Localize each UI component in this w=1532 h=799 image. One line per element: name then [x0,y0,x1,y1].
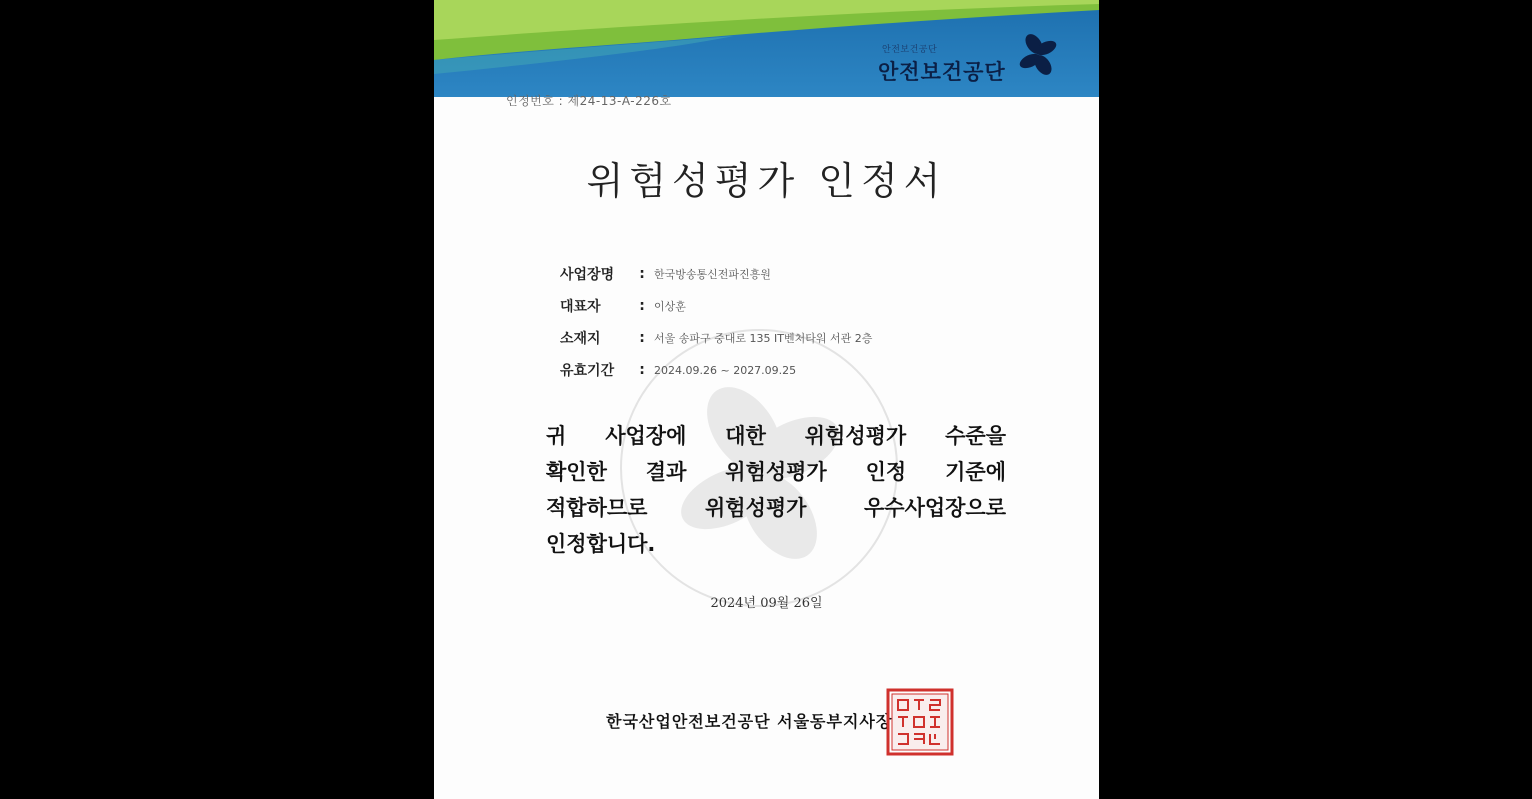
field-label: 사업장명 [560,267,615,283]
statement-line: 적합하므로 위험성평가 우수사업장으로 [546,496,1006,520]
field-validity-period [560,354,872,386]
field-label: 대표자 [560,299,601,315]
info-fields [560,258,872,386]
field-colon: : [639,298,645,314]
field-colon: : [639,362,645,378]
issuer-name: 한국산업안전보건공단 서울동부지사장 [606,712,893,731]
issue-date: 2024년 09월 26일 [710,596,823,611]
certificate-page [434,0,1099,799]
field-value: 서울 송파구 중대로 135 IT벤처타워 서관 2층 [654,332,873,345]
field-label: 유효기간 [560,363,615,379]
statement-line: 확인한 결과 위험성평가 인정 기준에 [546,460,1006,484]
kosha-logo-icon [1012,28,1064,80]
field-location [560,322,872,354]
org-name: 안전보건공단 [878,60,1006,84]
statement-line: 귀 사업장에 대한 위험성평가 수준을 [546,424,1006,448]
field-value: 이상훈 [654,300,686,313]
certificate-number: 인정번호 : 제24-13-A-226호 [506,94,672,108]
field-business-name [560,258,872,290]
field-label: 소재지 [560,331,601,347]
certification-statement [546,418,1006,562]
certificate-title: 위험성평가 인정서 [586,159,947,203]
official-seal-icon [886,688,954,756]
field-value: 2024.09.26 ~ 2027.09.25 [654,363,797,377]
org-subtitle: 안전보건공단 [882,45,938,55]
statement-line: 인정합니다. [546,532,656,556]
field-representative [560,290,872,322]
field-value: 한국방송통신전파진흥원 [654,268,771,281]
field-colon: : [639,266,645,282]
field-colon: : [639,330,645,346]
header-banner [434,0,1099,97]
